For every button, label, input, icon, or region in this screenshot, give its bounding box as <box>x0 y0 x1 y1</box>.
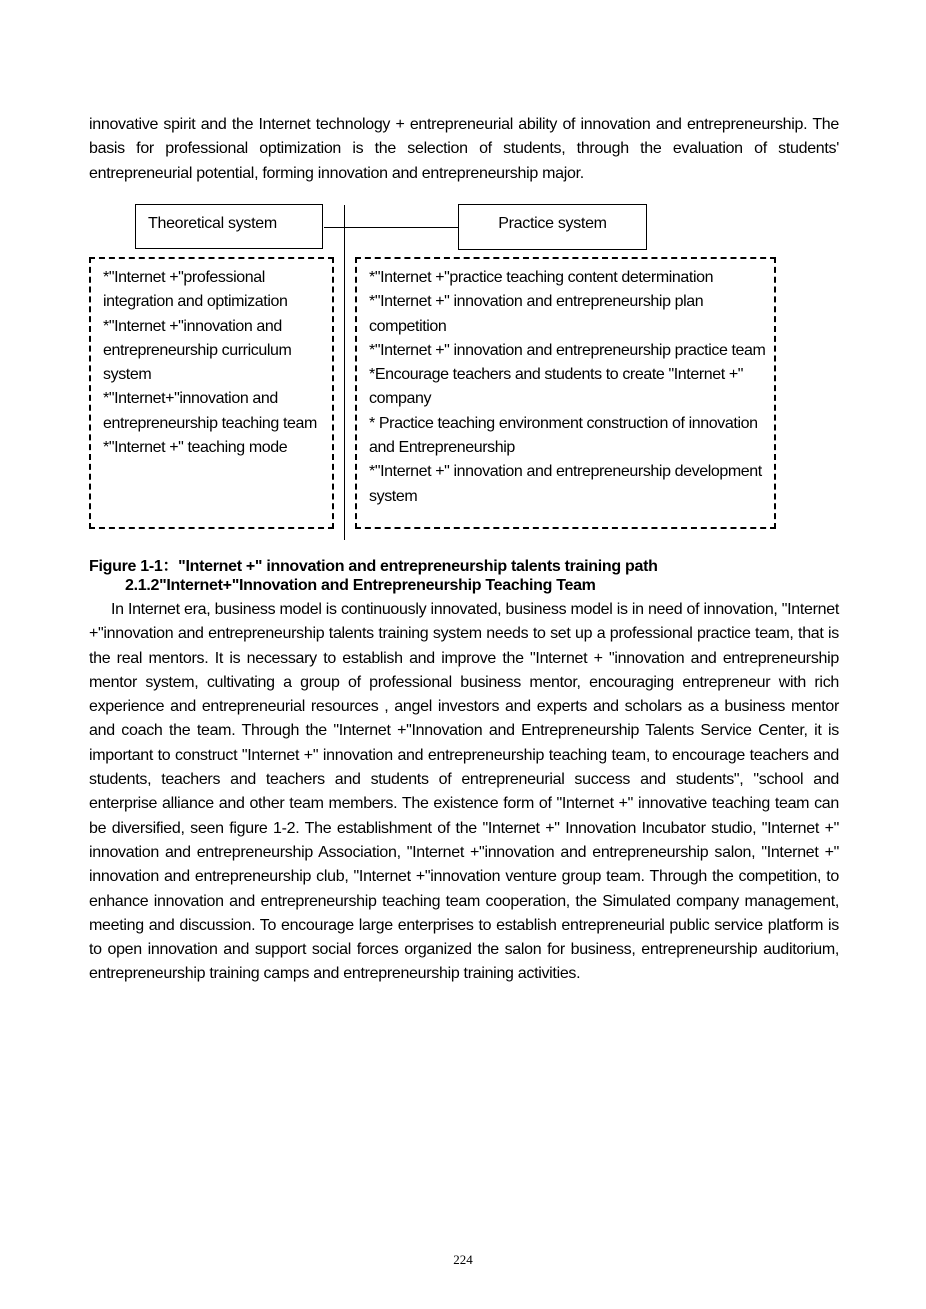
practice-item: *Encourage teachers and students to create "Internet +" company <box>369 366 744 408</box>
intro-paragraph: innovative spirit and the Internet technology + entrepreneurial ability of innovation and entrepreneurship. The basis for professional optimization is the selection of students, through the evaluation of students' entrepreneurial potential, forming innovation and entrepreneurship major. <box>89 116 839 182</box>
page-number: 224 <box>453 1252 473 1267</box>
theoretical-items-box <box>89 257 334 529</box>
center-divider-line <box>344 205 345 540</box>
figure-caption: Figure 1-1："Internet +" innovation and entrepreneurship talents training path <box>89 558 658 575</box>
theoretical-item: *"Internet+"innovation and entrepreneurship teaching team <box>103 390 317 432</box>
practice-item: *"Internet +" innovation and entrepreneurship practice team <box>369 341 766 359</box>
connector-line <box>324 227 458 228</box>
practice-item: * Practice teaching environment construction of innovation and Entrepreneurship <box>369 414 758 457</box>
practice-system-box: Practice system <box>458 204 647 250</box>
practice-item: *"Internet +"practice teaching content determination <box>369 269 714 286</box>
practice-item: *"Internet +" innovation and entrepreneurship plan competition <box>369 293 704 335</box>
theoretical-item: *"Internet +"innovation and entrepreneurship curriculum system <box>103 317 292 384</box>
body-paragraph: In Internet era, business model is continuously innovated, business model is in need of innovation, "Internet +"innovation and entrepreneurship talents training system needs to set up a professional practice team, that is the real mentors. It is necessary to establish and improve the "Internet + "innovation and entrepreneurship mentor system, cultivating a group of professional business mentor, encouraging entrepreneur with rich experience and entrepreneurial resources , angel investors and experts and scholars as a business mentor and coach the team. Through the "Internet +"Innovation and Entrepreneurship Talents Service Center, it is important to construct "Internet +" innovation and entrepreneurship teaching team, to encourage teachers and students, teachers and teachers and students of entrepreneurial success and students", "school and enterprise alliance and other team members. The existence form of "Internet +" innovative teaching team can be diversified, seen figure 1-2. The establishment of the "Internet +" Innovation Incubator studio, "Internet +" innovation and entrepreneurship Association, "Internet +"innovation and entrepreneurship salon, "Internet +" innovation and entrepreneurship club, "Internet +"innovation venture group team. Through the competition, to enhance innovation and entrepreneurship teaching team cooperation, the Simulated company management, meeting and discussion. To encourage large enterprises to establish entrepreneurial public service platform is to open innovation and support social forces organized the salon for business, entrepreneurship auditorium, entrepreneurship training camps and entrepreneurship training activities. <box>89 601 839 983</box>
section-heading: 2.1.2"Internet+"Innovation and Entrepreneurship Teaching Team <box>125 577 596 594</box>
practice-items-clip <box>369 266 774 523</box>
theoretical-item: *"Internet +"professional integration and optimization <box>103 269 288 311</box>
theoretical-system-box: Theoretical system <box>135 204 323 249</box>
practice-items-box <box>355 257 776 529</box>
practice-item: *"Internet +" innovation and entrepreneurship development system <box>369 463 762 505</box>
theoretical-item: *"Internet +" teaching mode <box>103 439 288 457</box>
